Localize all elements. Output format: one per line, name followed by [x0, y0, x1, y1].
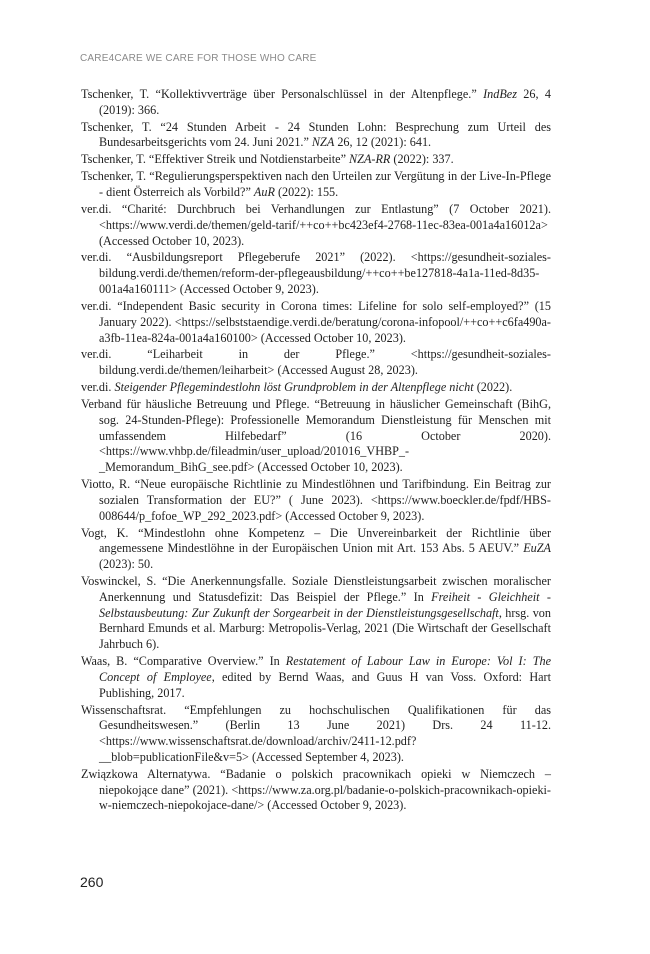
reference-text-segment: ver.di. “Independent Basic security in Corona times: Lifeline for solo self-employed?” (15 January 2022). <https://selbststaendige.verdi.de/beratung/corona-infopool/++co++c6fa490a-a3fb-11ea-824a-001a4a160100> (Accessed October 10, 2023).	[81, 298, 551, 345]
reference-italic-segment: Steigender Pflegemindestlohn löst Grundproblem in der Altenpflege nicht	[114, 380, 474, 395]
page-number: 260	[80, 874, 104, 890]
reference-text-segment: 26, 4 (2019): 366.	[99, 87, 551, 117]
reference-text-segment: Związkowa Alternatywa. “Badanie o polskich pracownikach opieki w Niemczech – niepokojące dane” (2021). <https://www.za.org.pl/badanie-o-polskich-pracownikach-opieki-w-niemczech-niepokojace-dane/> (Accessed October 9, 2023).	[81, 766, 551, 813]
reference-text-segment: Vogt, K. “Mindestlohn ohne Kompetenz – Die Unvereinbarkeit der Richtlinie über angemessene Mindestlöhne in der Europäischen Union mit Art. 153 Abs. 5 AEUV.”	[81, 525, 551, 556]
reference-italic-segment: EuZA	[523, 541, 551, 556]
reference-text-segment: ver.di. “Ausbildungsreport Pflegeberufe 2021” (2022). <https://gesundheit-soziales-bildung.verdi.de/themen/reform-der-pflegeausbildung/++co++be127818-4a1a-11ed-8d35-001a4a160111> (Accessed October 9, 2023).	[81, 250, 551, 297]
reference-text-segment: (2022).	[473, 380, 513, 395]
reference-entry	[81, 654, 551, 701]
reference-entry	[81, 477, 551, 524]
reference-text-segment: Waas, B. “Comparative Overview.” In	[81, 654, 286, 669]
reference-text-segment: , hrsg. von Bernhard Emunds et al. Marburg: Metropolis-Verlag, 2021 (Die Wirtschaft der Gesellschaft Jahrbuch 6).	[99, 605, 551, 652]
reference-entry	[81, 574, 551, 653]
reference-text-segment: ver.di.	[81, 380, 115, 395]
reference-text-segment: ver.di. “Leiharbeit in der Pflege.” <https://gesundheit-soziales-bildung.verdi.de/themen/leiharbeit> (Accessed August 28, 2023).	[81, 347, 551, 378]
reference-italic-segment: IndBez	[483, 87, 517, 101]
reference-text-segment: , edited by Bernd Waas, and Guus H van Voss. Oxford: Hart Publishing, 2017.	[99, 669, 551, 700]
reference-entry	[81, 767, 551, 814]
reference-entry	[81, 703, 551, 766]
reference-entry	[81, 250, 551, 297]
reference-entry	[81, 87, 551, 119]
running-head: CARE4CARE WE CARE FOR THOSE WHO CARE	[80, 53, 317, 64]
reference-list	[81, 87, 551, 815]
reference-text-segment: Wissenschaftsrat. “Empfehlungen zu hochschulischen Qualifikationen für das Gesundheitswesen.” (Berlin 13 June 2021) Drs. 24 11-12. <https://www.wissenschaftsrat.de/download/archiv/2411-12.pdf?__blob=publicationFile&v=5> (Accessed September 4, 2023).	[81, 702, 551, 764]
reference-entry	[81, 347, 551, 379]
reference-text-segment: Tschenker, T. “Effektiver Streik und Notdienstarbeite”	[81, 152, 350, 167]
reference-entry	[81, 202, 551, 249]
reference-entry	[81, 120, 551, 152]
reference-text-segment: 26, 12 (2021): 641.	[334, 135, 432, 150]
reference-entry	[81, 526, 551, 573]
reference-entry	[81, 299, 551, 346]
reference-entry	[81, 380, 551, 396]
reference-text-segment: (2022): 337.	[390, 152, 454, 167]
reference-entry	[81, 152, 551, 168]
reference-italic-segment: AuR	[253, 185, 275, 200]
reference-text-segment: Voswinckel, S. “Die Anerkennungsfalle. Soziale Dienstleistungsarbeit zwischen moralischer Anerkennung und Statusdefizit: Das Beispiel der Pflege.” In	[81, 574, 551, 604]
reference-italic-segment: Freiheit - Gleichheit - Selbstausbeutung: Zur Zukunft der Sorgearbeit in der Dienstleistungsgesellschaft	[99, 589, 551, 620]
reference-text-segment: ver.di. “Charité: Durchbruch bei Verhandlungen zur Entlastung” (7 October 2021). <https://www.verdi.de/themen/geld-tarif/++co++bc423ef4-2768-11ec-83ea-001a4a16012a> (Accessed October 10, 2023).	[81, 201, 551, 248]
reference-text-segment: Viotto, R. “Neue europäische Richtlinie zu Mindestlöhnen und Tarifbindung. Ein Beitrag zur sozialen Transformation der EU?” ( June 2023). <https://www.boeckler.de/fpdf/HBS-008644/p_fofoe_WP_292_2023.pdf> (Accessed October 9, 2023).	[81, 477, 551, 523]
reference-italic-segment: Restatement of Labour Law in Europe: Vol I: The Concept of Employee	[99, 654, 551, 684]
reference-italic-segment: NZA-RR	[349, 152, 391, 167]
reference-text-segment: Verband für häusliche Betreuung und Pflege. “Betreuung in häuslicher Gemeinschaft (BihG, sog. 24-Stunden-Pflege): Professionelle Memorandum Dienstleistung für Menschen mit umfassendem Hilfebedarf” (16 October 2020). <https://www.vhbp.de/fileadmin/user_upload/201016_VHBP_-_Memorandum_BihG_see.pdf> (Accessed October 10, 2023).	[81, 396, 551, 475]
reference-italic-segment: NZA	[311, 135, 335, 150]
reference-text-segment: Tschenker, T. “Kollektivverträge über Personalschlüssel in der Altenpflege.”	[81, 87, 484, 101]
reference-entry	[81, 169, 551, 201]
reference-text-segment: Tschenker, T. “24 Stunden Arbeit - 24 Stunden Lohn: Besprechung zum Urteil des Bundesarbeitsgerichts vom 24. Juni 2021.”	[81, 119, 551, 150]
reference-text-segment: (2022): 155.	[274, 185, 339, 200]
reference-text-segment: Tschenker, T. “Regulierungsperspektiven nach den Urteilen zur Vergütung in der Live-In-Pflege - dient Österreich als Vorbild?”	[81, 169, 551, 200]
reference-text-segment: (2023): 50.	[99, 557, 154, 572]
reference-entry	[81, 397, 551, 476]
